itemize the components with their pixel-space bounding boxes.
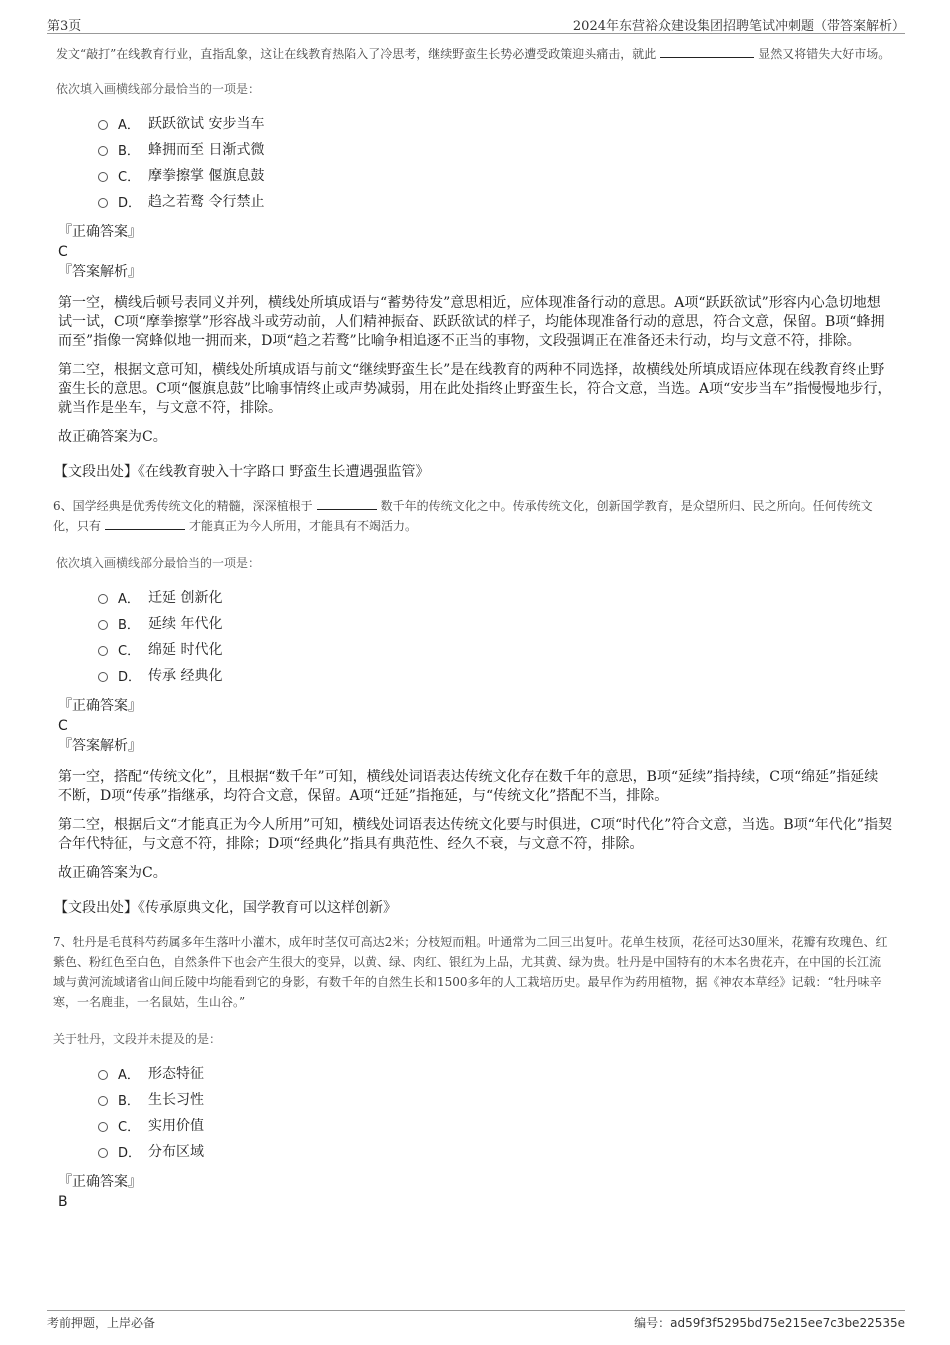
option-text: 生长习性 (148, 1092, 204, 1108)
q7-answer-label: 『正确答案』 (58, 1174, 142, 1190)
radio-icon[interactable] (98, 120, 108, 130)
q7-option-b[interactable] (98, 1086, 892, 1112)
q5-stem-part: 发文“敲打”在线教育行业，直指乱象，这让在线教育热陷入了冷思考，继续野蛮生长势必遭受政策迎头痛击，就此 (56, 47, 657, 61)
option-text: 蜂拥而至 日渐式微 (148, 142, 265, 158)
q7-option-d[interactable] (98, 1138, 892, 1164)
option-text: 传承 经典化 (148, 668, 223, 684)
q5-explanation-2: 第二空，根据文意可知，横线处所填成语与前文“继续野蛮生长”是在线教育的两种不同选择，故横线处所填成语应体现在线教育终止野蛮生长的意思。C项“偃旗息鼓”比喻事情终止或声势减弱，用在此处指终止野蛮生长，符合文意，当选。A项“安步当车”指慢慢地步行，就当作是坐车，与文意不符，排除。 (58, 362, 892, 416)
option-letter: C． (118, 1119, 141, 1135)
q6-conclusion: 故正确答案为C。 (58, 865, 167, 881)
option-letter: A． (118, 591, 140, 607)
q5-prompt: 依次填入画横线部分最恰当的一项是： (56, 82, 261, 96)
q6-stem-part: 才能真正为今人所用，才能具有不竭活力。 (189, 519, 418, 533)
option-letter: A． (118, 117, 140, 133)
option-text: 形态特征 (148, 1066, 204, 1082)
footer-slogan: 考前押题，上岸必备 (47, 1316, 156, 1330)
q5-option-b[interactable] (98, 136, 892, 162)
option-text: 绵延 时代化 (148, 642, 223, 658)
header-divider (47, 33, 905, 34)
q6-stem (53, 496, 892, 536)
document-title: 2024年东营裕众建设集团招聘笔试冲刺题（带答案解析） (572, 19, 905, 34)
q5-stem-part: 显然又将错失大好市场。 (758, 47, 891, 61)
q6-answer-label: 『正确答案』 (58, 698, 142, 714)
page-footer (0, 1300, 950, 1345)
q5-conclusion: 故正确答案为C。 (58, 429, 167, 445)
blank-line (105, 517, 185, 530)
option-text: 跃跃欲试 安步当车 (148, 116, 265, 132)
radio-icon[interactable] (98, 646, 108, 656)
q5-answer: C (58, 244, 68, 260)
q5-options (98, 110, 892, 214)
q5-source: 【文段出处】《在线教育驶入十字路口 野蛮生长遭遇强监管》 (54, 464, 430, 480)
q5-option-a[interactable] (98, 110, 892, 136)
q7-answer: B (58, 1194, 68, 1210)
q6-option-b[interactable] (98, 610, 892, 636)
radio-icon[interactable] (98, 146, 108, 156)
radio-icon[interactable] (98, 1096, 108, 1106)
q5-stem (56, 44, 892, 64)
q6-option-d[interactable] (98, 662, 892, 688)
option-text: 趋之若鹜 令行禁止 (148, 194, 265, 210)
option-letter: A． (118, 1067, 140, 1083)
q6-explanation-2: 第二空，根据后文“才能真正为今人所用”可知，横线处词语表达传统文化要与时俱进，C项“时代化”符合文意，当选。B项“年代化”指契合年代特征，与文意不符，排除；D项“经典化”指具有典范性、经久不衰，与文意不符，排除。 (58, 817, 892, 852)
footer-divider (47, 1310, 905, 1311)
q6-explanation-1: 第一空，搭配“传统文化”，且根据“数千年”可知，横线处词语表达传统文化存在数千年的意思，B项“延续”指持续，C项“绵延”指延续不断，D项“传承”指继承，均符合文意，保留。A项“迁延”指拖延，与“传统文化”搭配不当，排除。 (58, 769, 879, 804)
radio-icon[interactable] (98, 1122, 108, 1132)
option-text: 摩拳擦掌 偃旗息鼓 (148, 168, 265, 184)
radio-icon[interactable] (98, 198, 108, 208)
q6-options (98, 584, 892, 688)
option-text: 实用价值 (148, 1118, 204, 1134)
blank-line (317, 497, 377, 510)
q7-stem: 7、牡丹是毛茛科芍药属多年生落叶小灌木，成年时茎仅可高达2米；分枝短而粗。叶通常为二回三出复叶。花单生枝顶，花径可达30厘米，花瓣有玫瑰色、红紫色、粉红色至白色，自然条件下也会产生很大的变异，以黄、绿、肉红、银红为上品，尤其黄、绿为贵。牡丹是中国特有的木本名贵花卉，在中国的长江流域与黄河流域诸省山间丘陵中均能看到它的身影，有数千年的自然生长和1500多年的人工栽培历史。最早作为药用植物，据《神农本草经》记载：“牡丹味辛寒，一名鹿韭，一名鼠姑，生山谷。” (53, 935, 888, 1009)
footer-id-label: 编号： (634, 1316, 671, 1330)
q6-prompt: 依次填入画横线部分最恰当的一项是： (56, 556, 261, 570)
option-text: 分布区域 (148, 1144, 204, 1160)
document-body (53, 44, 892, 1212)
radio-icon[interactable] (98, 1148, 108, 1158)
option-letter: C． (118, 643, 141, 659)
blank-line (660, 45, 754, 58)
radio-icon[interactable] (98, 172, 108, 182)
option-letter: B． (118, 143, 140, 159)
page-header (0, 0, 950, 36)
q7-prompt: 关于牡丹，文段并未提及的是： (53, 1032, 222, 1046)
q5-answer-label: 『正确答案』 (58, 224, 142, 240)
q7-option-c[interactable] (98, 1112, 892, 1138)
radio-icon[interactable] (98, 594, 108, 604)
radio-icon[interactable] (98, 1070, 108, 1080)
option-text: 迁延 创新化 (148, 590, 223, 606)
q6-answer: C (58, 718, 68, 734)
q7-options (98, 1060, 892, 1164)
footer-id-value: ad59f3f5295bd75e215ee7c3be22535e (670, 1316, 905, 1330)
radio-icon[interactable] (98, 620, 108, 630)
option-letter: B． (118, 1093, 140, 1109)
radio-icon[interactable] (98, 672, 108, 682)
footer-id (634, 1314, 905, 1331)
q7-option-a[interactable] (98, 1060, 892, 1086)
q5-analysis-label: 『答案解析』 (58, 264, 142, 280)
option-text: 延续 年代化 (148, 616, 223, 632)
q6-source: 【文段出处】《传承原典文化，国学教育可以这样创新》 (54, 900, 397, 916)
page-number: 第3页 (47, 19, 82, 34)
q6-option-c[interactable] (98, 636, 892, 662)
q5-option-d[interactable] (98, 188, 892, 214)
option-letter: D． (118, 669, 142, 685)
option-letter: D． (118, 1145, 142, 1161)
q6-option-a[interactable] (98, 584, 892, 610)
q6-stem-part: 6、国学经典是优秀传统文化的精髓，深深植根于 (53, 499, 313, 513)
option-letter: C． (118, 169, 141, 185)
option-letter: B． (118, 617, 140, 633)
q6-stem-part: 数千年的传统文化之中。传承传统文化，创新国学教育，是众望所归、民之所向。任何传统文化，只有 (53, 499, 873, 533)
q6-analysis-label: 『答案解析』 (58, 738, 142, 754)
option-letter: D． (118, 195, 142, 211)
q5-explanation-1: 第一空，横线后顿号表同义并列，横线处所填成语与“蓄势待发”意思相近，应体现准备行动的意思。A项“跃跃欲试”形容内心急切地想试一试，C项“摩拳擦掌”形容战斗或劳动前，人们精神振奋、跃跃欲试的样子，均能体现准备行动的意思，符合文意，保留。B项“蜂拥而至”指像一窝蜂似地一拥而来，D项“趋之若鹜”比喻争相追逐不正当的事物，文段强调正在准备还未行动，均与文意不符，排除。 (58, 295, 885, 349)
q5-option-c[interactable] (98, 162, 892, 188)
